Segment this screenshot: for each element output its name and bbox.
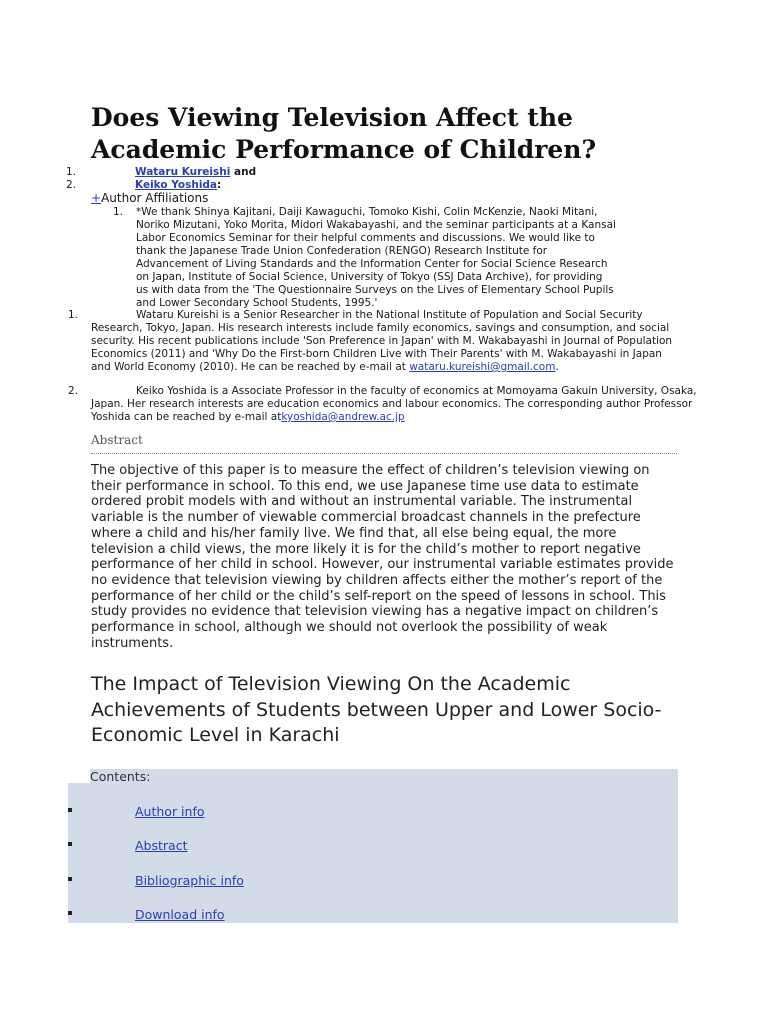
abstract-divider [91,453,677,454]
author-affiliations-toggle[interactable] [91,191,208,205]
contents-item-download-info[interactable] [68,907,368,925]
contents-link[interactable]: Bibliographic info [135,873,244,888]
contents-label-text: Contents: [90,769,151,784]
abstract-text: The objective of this paper is to measure the effect of children’s television viewing on their performance in school. To this end, we use Japanese time use data to estimate ordered probit models with and without an instrumental variable. The instrumental variable is the number of viewable commercial broadcast channels in the prefecture where a child and his/her family live. We find that, all else being equal, the more television a child views, the more likely it is for the child’s mother to report negative performance of her child in school. However, our instrumental variable estimates provide no evidence that television viewing by children affects either the mother’s report of the performance of her child or the child’s self-report on the speed of lessons in school. This study provides no evidence that television viewing has a negative impact on children’s performance in school, although we should not overlook the possibility of weak instruments. [91,463,674,651]
email-link-kureishi[interactable]: wataru.kureishi@gmail.com [409,361,556,373]
acknowledgement-footnote: *We thank Shinya Kajitani, Daiji Kawaguchi, Tomoko Kishi, Colin McKenzie, Naoki Mitani, Noriko Mizutani, Yoko Morita, Midori Wakabayashi, and the seminar participants at a Kansai Labor Economics Seminar for their helpful comments and discussions. We would like to thank the Japanese Trade Union Confederation (RENGO) Research Institute for Advancement of Living Standards and the Information Center for Social Science Research on Japan, Institute of Social Science, University of Tokyo (SSJ Data Archive), for providing us with data from the 'The Questionnaire Surveys on the Lives of Elementary School Pupils and Lower Secondary School Students, 1995.' [136,206,616,309]
article-title: Does Viewing Television Affect the Academic Performance of Children? [91,103,597,164]
contents-link[interactable]: Abstract [135,838,188,853]
label-highlight [68,769,90,783]
contents-item-abstract[interactable] [68,838,368,856]
footnote-number: 1. [68,309,79,321]
author-bio-kureishi [91,309,683,374]
bullet-icon [68,808,72,812]
expand-toggle-icon[interactable]: + [91,191,102,205]
author-link-kureishi[interactable]: Wataru Kureishi [135,166,231,178]
author-link-yoshida[interactable]: Keiko Yoshida [135,179,218,191]
contents-label [90,769,150,784]
author-number: 2. [66,179,77,191]
contents-box [68,769,678,923]
bio-text: Wataru Kureishi is a Senior Researcher in the National Institute of Population and Social Security Research, Tokyo, Japan. His research interests include family economics, savings and consumption, and social security. His recent publications include 'Son Preference in Japan' with M. Wakabayashi in Journal of Population Economics (2011) and 'Why Do the First-born Children Live with Their Parents' with M. Wakabayashi in Japan and World Economy (2010). He can be reached by e-mail at [91,309,673,373]
author-suffix: : [217,179,222,191]
bio-text-end: . [555,361,559,373]
author-bio-yoshida [91,385,701,424]
footnote-number: 1. [113,206,124,218]
footnote-number: 2. [68,385,79,397]
email-link-yoshida[interactable]: kyoshida@andrew.ac.jp [281,411,405,423]
bullet-icon [68,877,72,881]
bio-text: Keiko Yoshida is a Associate Professor in the faculty of economics at Momoyama Gakuin University, Osaka, Japan. Her research interests are education economics and labour economics. The corresponding author Professor Yoshida can be reached by e-mail at [91,385,697,423]
contents-item-bibliographic-info[interactable] [68,873,368,891]
contents-link[interactable]: Author info [135,804,205,819]
bullet-icon [68,911,72,915]
contents-link[interactable]: Download info [135,907,225,922]
author-number: 1. [66,166,77,178]
affiliations-label: Author Affiliations [101,191,209,205]
abstract-heading: Abstract [91,433,143,447]
section-title: The Impact of Television Viewing On the Academic Achievements of Students between Upper and Lower Socio-Economic Level in Karachi [91,673,662,746]
bullet-icon [68,842,72,846]
author-suffix: and [230,166,257,178]
contents-item-author-info[interactable] [68,804,368,822]
